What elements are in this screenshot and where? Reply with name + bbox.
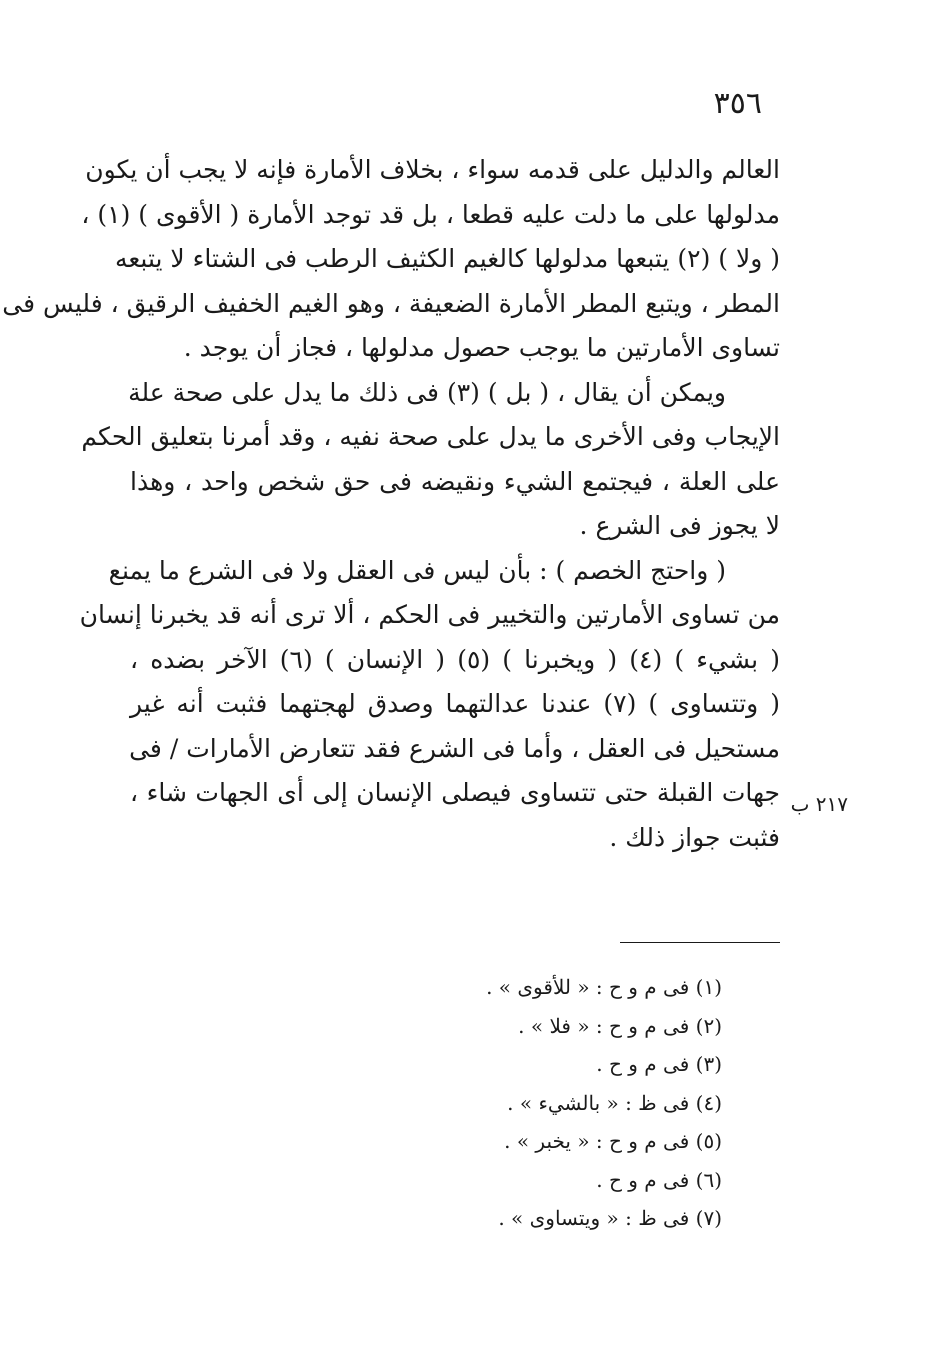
text-line: تساوى الأمارتين ما يوجب حصول مدلولها ، فجاز أن يوجد . (183, 333, 780, 362)
page-number: ٣٥٦ (713, 86, 762, 121)
footnote-divider (620, 942, 780, 943)
footnote-item: (٥) فى م و ح : « يخبر » . (504, 1129, 722, 1153)
text-line: فثبت جواز ذلك . (609, 822, 780, 852)
footnote-item: (٦) فى م و ح . (596, 1167, 722, 1192)
body-text (2, 148, 780, 860)
text-line: مستحيل فى العقل ، وأما فى الشرع فقد تتعارض الأمارات / فى (129, 733, 780, 763)
paragraph-2 (81, 371, 780, 549)
margin-folio-note: ٢١٧ ب (790, 792, 848, 816)
text-line: جهات القبلة حتى تتساوى فيصلى الإنسان إلى أى الجهات شاء ، (130, 778, 780, 807)
text-line: ( وتتساوى ) (٧) عندنا عدالتهما وصدق لهجتهما فثبت أنه غير (130, 689, 780, 718)
footnote-item: (١) فى م و ح : « للأقوى » . (486, 975, 722, 999)
text-line: من تساوى الأمارتين والتخيير فى الحكم ، ألا ترى أنه قد يخبرنا إنسان (79, 600, 780, 629)
text-line: الإيجاب وفى الأخرى ما يدل على صحة نفيه ، وقد أمرنا بتعليق الحكم (81, 422, 780, 451)
footnote-item: (٢) فى م و ح : « فلا » . (518, 1013, 722, 1038)
text-line: ( بشيء ) (٤) ( ويخبرنا ) (٥) ( الإنسان ) (٦) الآخر بضده ، (130, 644, 780, 674)
footnote-item: (٤) فى ظ : « بالشيء » . (507, 1090, 722, 1115)
text-line: ويمكن أن يقال ، ( بل ) (٣) فى ذلك ما يدل على صحة علة (128, 377, 726, 407)
footnote-item: (٣) فى م و ح . (596, 1052, 722, 1076)
text-line: ( واحتج الخصم ) : بأن ليس فى العقل ولا فى الشرع ما يمنع (108, 555, 726, 585)
footnote-item: (٧) فى ظ : « ويتساوى » . (498, 1206, 722, 1230)
text-line: مدلولها على ما دلت عليه قطعا ، بل قد توجد الأمارة ( الأقوى ) (١) ، (81, 199, 780, 229)
text-line: المطر ، ويتبع المطر الأمارة الضعيفة ، وهو الغيم الخفيف الرقيق ، فليس فى (2, 288, 780, 318)
text-line: لا يجوز فى الشرع . (579, 511, 780, 540)
footnotes (242, 968, 722, 1238)
text-line: على العلة ، فيجتمع الشيء ونقيضه فى حق شخص واحد ، وهذا (130, 466, 780, 496)
paragraph-3 (79, 549, 780, 861)
text-line: ( ولا ) (٢) يتبعها مدلولها كالغيم الكثيف الرطب فى الشتاء لا يتبعه (114, 244, 780, 273)
paragraph-1 (2, 148, 780, 371)
text-line: العالم والدليل على قدمه سواء ، بخلاف الأمارة فإنه لا يجب أن يكون (85, 155, 780, 184)
